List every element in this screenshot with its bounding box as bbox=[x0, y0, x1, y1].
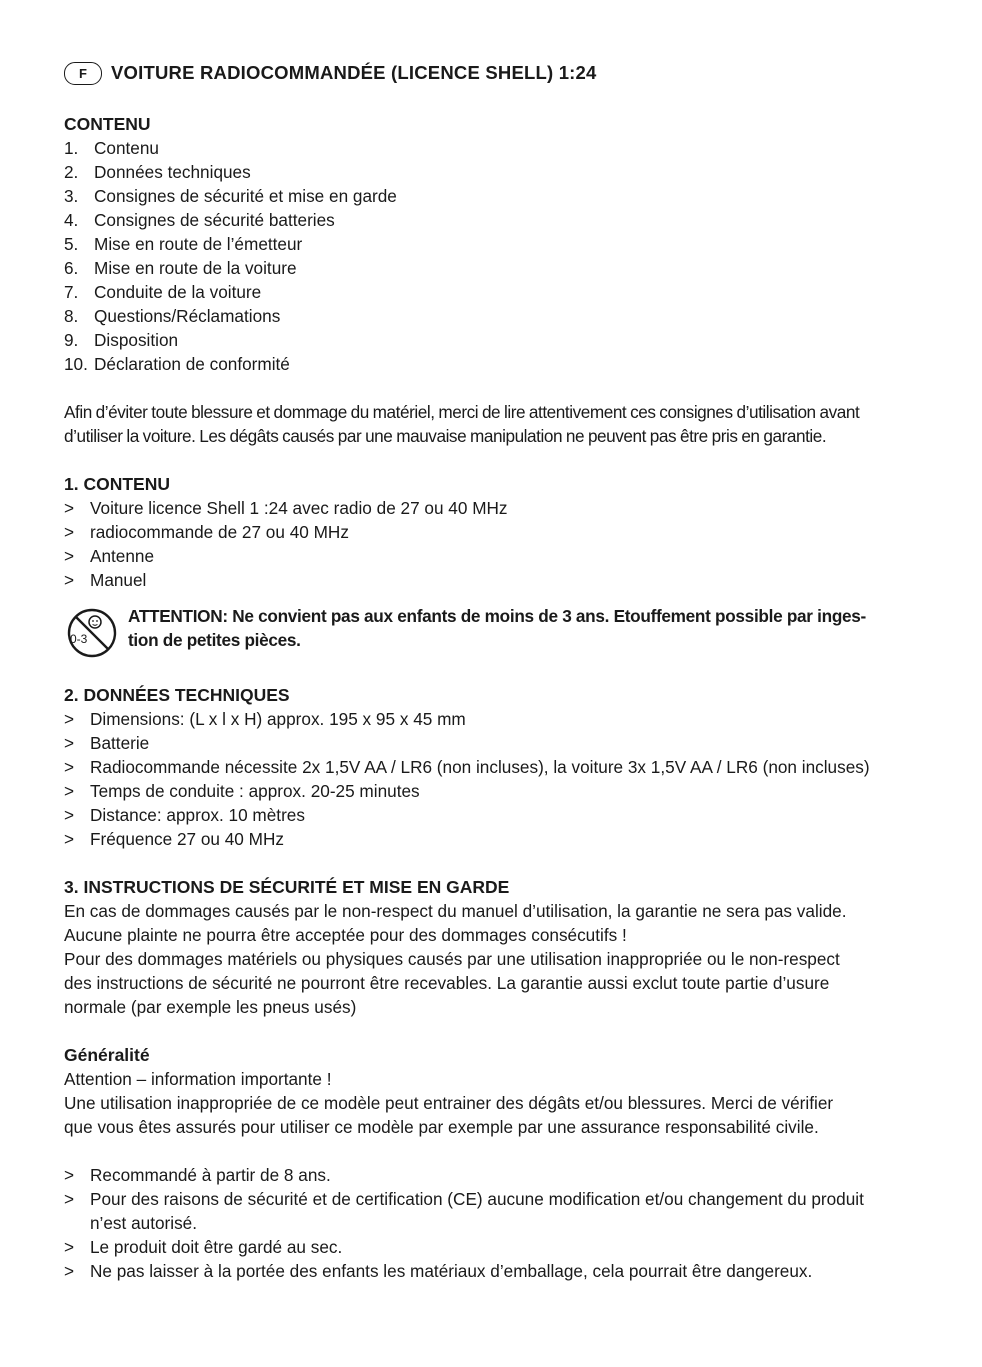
paragraph-line: Attention – information importante ! bbox=[64, 1069, 332, 1089]
bullet-marker: > bbox=[64, 1189, 75, 1209]
toc-item-label: Mise en route de l’émetteur bbox=[94, 234, 303, 254]
list-item-text: Distance: approx. 10 mètres bbox=[90, 805, 305, 825]
bullet-marker: > bbox=[64, 805, 75, 825]
paragraph-line: En cas de dommages causés par le non-respect du manuel d’utilisation, la garantie ne sera pas valide. bbox=[64, 901, 847, 921]
warning-line: ATTENTION: Ne convient pas aux enfants de moins de 3 ans. Etouffement possible par inges- bbox=[128, 606, 866, 626]
intro-line: d’utiliser la voiture. Les dégâts causés par une mauvaise manipulation ne peuvent pas être pris en garantie. bbox=[64, 426, 827, 446]
list-item-text: Temps de conduite : approx. 20-25 minutes bbox=[90, 781, 420, 801]
list-item bbox=[64, 779, 924, 803]
toc-item bbox=[64, 136, 924, 160]
toc-item-label: Consignes de sécurité et mise en garde bbox=[94, 186, 397, 206]
bullet-marker: > bbox=[64, 546, 75, 566]
warning-line: tion de petites pièces. bbox=[128, 630, 301, 650]
intro-line: Afin d’éviter toute blessure et dommage du matériel, merci de lire attentivement ces consignes d’utilisation avant bbox=[64, 402, 860, 422]
contents-list bbox=[64, 496, 924, 592]
list-item bbox=[64, 1259, 924, 1283]
sub-heading: Généralité bbox=[64, 1045, 150, 1065]
intro-paragraph bbox=[64, 400, 924, 448]
bullet-marker: > bbox=[64, 829, 75, 849]
bullet-marker: > bbox=[64, 522, 75, 542]
section-safety bbox=[64, 875, 924, 1283]
list-item-text: Pour des raisons de sécurité et de certification (CE) aucune modification et/ou changement du produit n’est autorisé. bbox=[90, 1189, 864, 1233]
warning-icon-age-label: 0-3 bbox=[70, 632, 88, 646]
toc-list bbox=[64, 136, 924, 376]
bullet-marker: > bbox=[64, 781, 75, 801]
toc-item bbox=[64, 304, 924, 328]
bullet-marker: > bbox=[64, 757, 75, 777]
list-item bbox=[64, 1187, 924, 1235]
toc-item bbox=[64, 256, 924, 280]
toc-item-number: 5. bbox=[64, 234, 79, 254]
table-of-contents bbox=[64, 112, 924, 376]
toc-item bbox=[64, 352, 924, 376]
list-item-text: Manuel bbox=[90, 570, 147, 590]
list-item-text: Voiture licence Shell 1 :24 avec radio de 27 ou 40 MHz bbox=[90, 498, 508, 518]
toc-item-number: 6. bbox=[64, 258, 79, 278]
toc-item-number: 4. bbox=[64, 210, 79, 230]
warning-text bbox=[128, 604, 866, 652]
toc-item-label: Disposition bbox=[94, 330, 179, 350]
bullet-marker: > bbox=[64, 570, 75, 590]
bullet-marker: > bbox=[64, 709, 75, 729]
toc-item bbox=[64, 160, 924, 184]
section-heading: 3. INSTRUCTIONS DE SÉCURITÉ ET MISE EN GARDE bbox=[64, 877, 510, 897]
manual-page bbox=[64, 58, 924, 1283]
paragraph-line: des instructions de sécurité ne pourront être recevables. La garantie aussi exclut toute partie d’usure bbox=[64, 973, 830, 993]
toc-item-label: Contenu bbox=[94, 138, 159, 158]
list-item-text: radiocommande de 27 ou 40 MHz bbox=[90, 522, 349, 542]
bullet-marker: > bbox=[64, 733, 75, 753]
language-badge: F bbox=[64, 62, 102, 85]
toc-item-number: 9. bbox=[64, 330, 79, 350]
age-warning bbox=[64, 604, 924, 659]
toc-item-number: 8. bbox=[64, 306, 79, 326]
list-item-text: Batterie bbox=[90, 733, 150, 753]
toc-item-label: Données techniques bbox=[94, 162, 251, 182]
document-title: VOITURE RADIOCOMMANDÉE (LICENCE SHELL) 1:24 bbox=[111, 62, 597, 83]
list-item bbox=[64, 544, 924, 568]
list-item-text: Recommandé à partir de 8 ans. bbox=[90, 1165, 331, 1185]
paragraph-line: Une utilisation inappropriée de ce modèle peut entrainer des dégâts et/ou blessures. Merci de vérifier bbox=[64, 1093, 834, 1113]
toc-item bbox=[64, 232, 924, 256]
safety-paragraph bbox=[64, 899, 924, 1019]
list-item bbox=[64, 1163, 924, 1187]
bullet-marker: > bbox=[64, 498, 75, 518]
bullet-marker: > bbox=[64, 1165, 75, 1185]
list-item bbox=[64, 496, 924, 520]
toc-item-number: 2. bbox=[64, 162, 79, 182]
bullet-marker: > bbox=[64, 1237, 75, 1257]
list-item-text: Fréquence 27 ou 40 MHz bbox=[90, 829, 284, 849]
list-item bbox=[64, 755, 924, 779]
list-item-text: Le produit doit être gardé au sec. bbox=[90, 1237, 343, 1257]
bullet-marker: > bbox=[64, 1261, 75, 1281]
list-item-text: Antenne bbox=[90, 546, 155, 566]
list-item bbox=[64, 731, 924, 755]
list-item bbox=[64, 803, 924, 827]
section-technical-data bbox=[64, 683, 924, 851]
paragraph-line: que vous êtes assurés pour utiliser ce modèle par exemple par une assurance responsabilité civile. bbox=[64, 1117, 819, 1137]
section-heading: 1. CONTENU bbox=[64, 474, 170, 494]
toc-item-label: Conduite de la voiture bbox=[94, 282, 262, 302]
safety-list bbox=[64, 1163, 924, 1283]
list-item-text: Dimensions: (L x l x H) approx. 195 x 95 x 45 mm bbox=[90, 709, 466, 729]
list-item-text: Radiocommande nécessite 2x 1,5V AA / LR6 (non incluses), la voiture 3x 1,5V AA / LR6 (non incluses) bbox=[90, 757, 870, 777]
no-children-under-3-icon bbox=[64, 607, 120, 659]
list-item bbox=[64, 568, 924, 592]
technical-data-list bbox=[64, 707, 924, 851]
toc-item-label: Consignes de sécurité batteries bbox=[94, 210, 335, 230]
toc-item-label: Mise en route de la voiture bbox=[94, 258, 297, 278]
list-item bbox=[64, 520, 924, 544]
toc-heading: CONTENU bbox=[64, 114, 151, 134]
toc-item-number: 1. bbox=[64, 138, 79, 158]
toc-item bbox=[64, 280, 924, 304]
section-contents bbox=[64, 472, 924, 659]
list-item bbox=[64, 707, 924, 731]
section-heading: 2. DONNÉES TECHNIQUES bbox=[64, 685, 290, 705]
toc-item-number: 10. bbox=[64, 354, 88, 374]
toc-item-number: 7. bbox=[64, 282, 79, 302]
list-item bbox=[64, 827, 924, 851]
list-item-text: Ne pas laisser à la portée des enfants les matériaux d’emballage, cela pourrait être dangereux. bbox=[90, 1261, 813, 1281]
toc-item bbox=[64, 208, 924, 232]
paragraph-line: Aucune plainte ne pourra être acceptée pour des dommages consécutifs ! bbox=[64, 925, 627, 945]
list-item bbox=[64, 1235, 924, 1259]
toc-item bbox=[64, 328, 924, 352]
toc-item-number: 3. bbox=[64, 186, 79, 206]
title-row bbox=[64, 58, 924, 88]
toc-item bbox=[64, 184, 924, 208]
paragraph-line: Pour des dommages matériels ou physiques causés par une utilisation inappropriée ou le non-respect bbox=[64, 949, 840, 969]
toc-item-label: Questions/Réclamations bbox=[94, 306, 281, 326]
toc-item-label: Déclaration de conformité bbox=[94, 354, 290, 374]
paragraph-line: normale (par exemple les pneus usés) bbox=[64, 997, 357, 1017]
general-paragraph bbox=[64, 1067, 924, 1139]
